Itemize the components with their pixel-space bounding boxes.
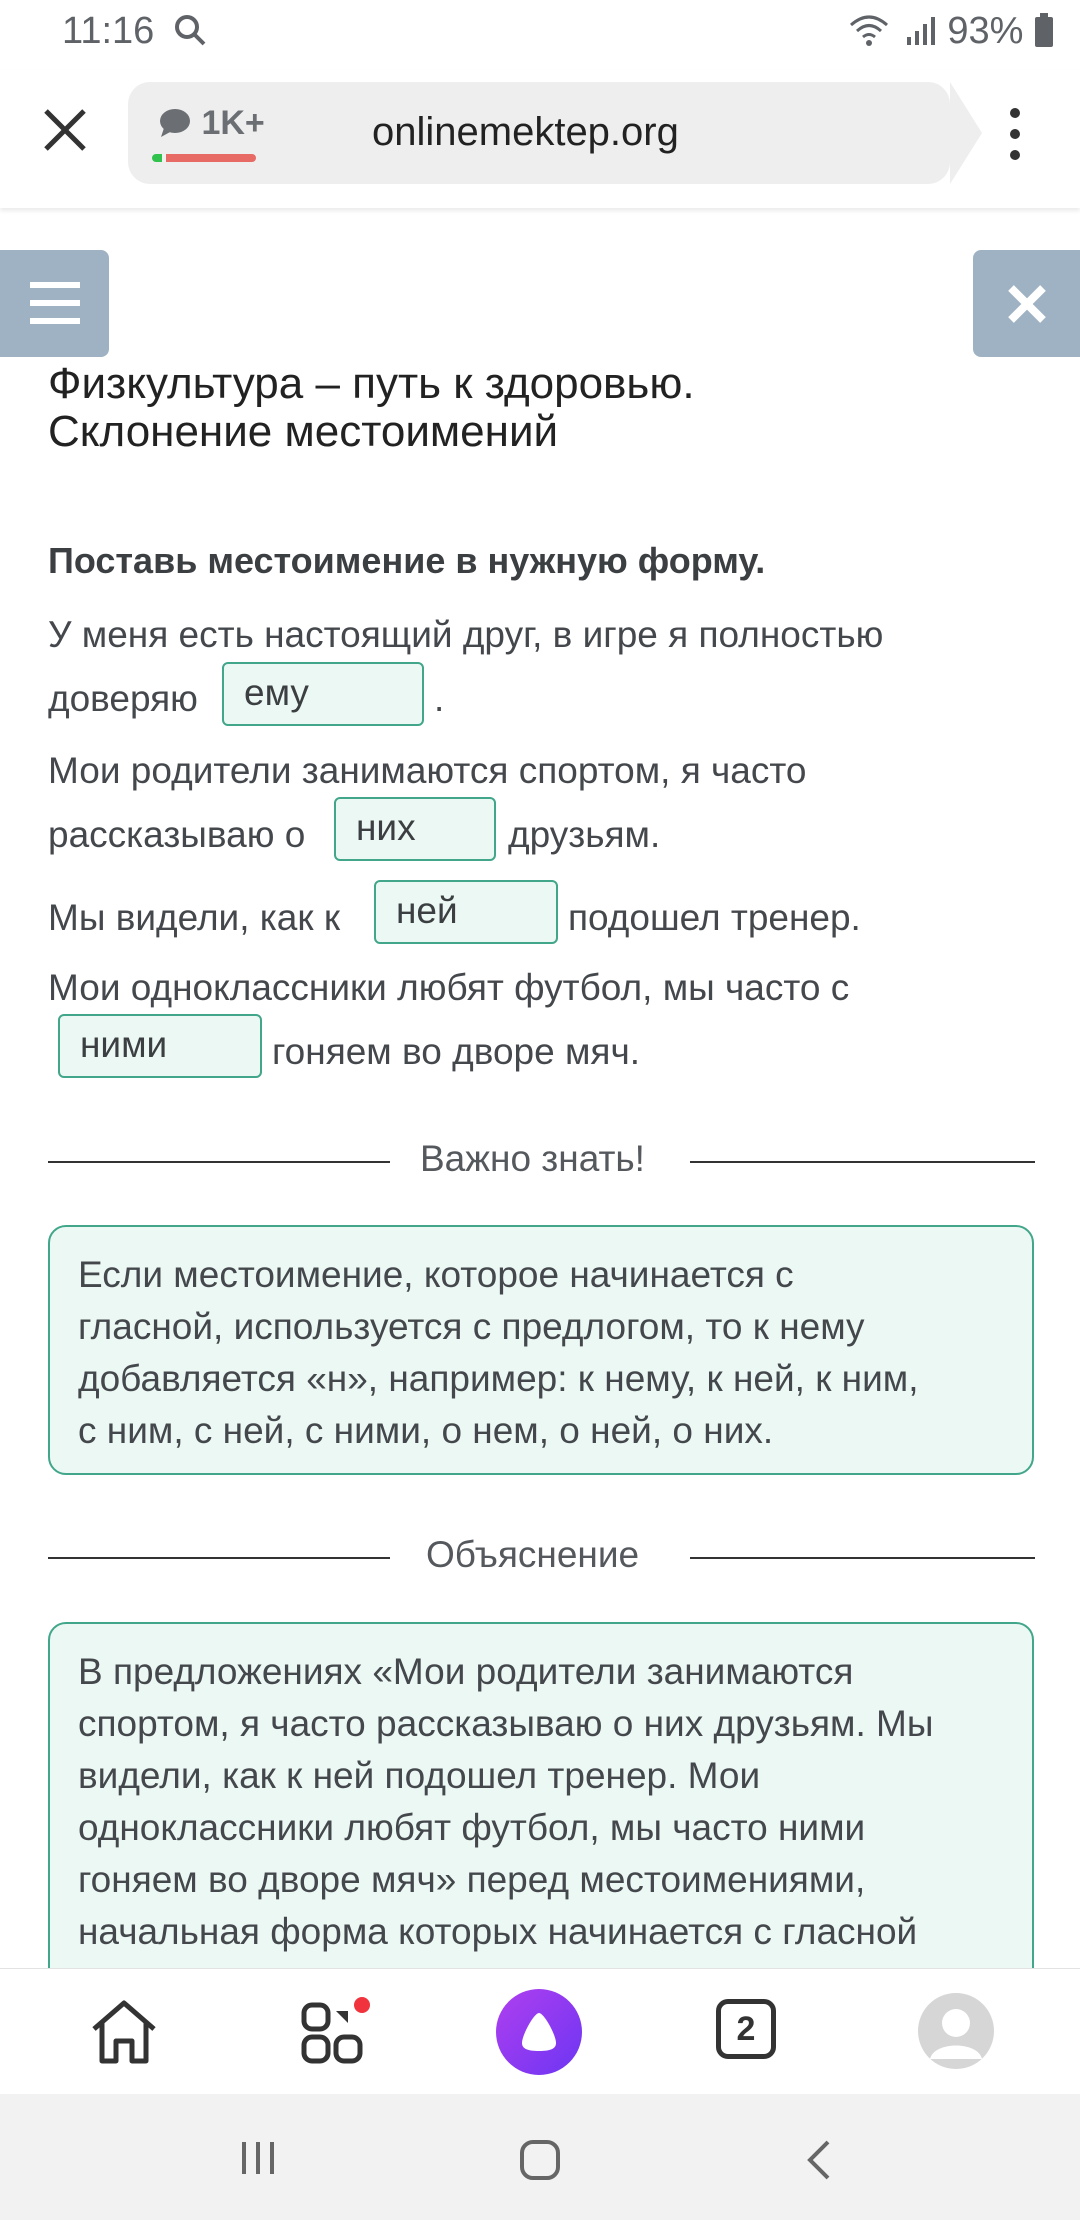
battery-icon [1034,13,1054,47]
important-line: с ним, с ней, с ними, о нем, о ней, о них. [78,1410,774,1451]
important-line: Если местоимение, которое начинается с [78,1254,794,1295]
tabs-count-button[interactable]: 2 [716,1999,776,2059]
explanation-line: одноклассники любят футбол, мы часто ними [78,1807,866,1848]
important-heading: Важно знать! [420,1138,645,1179]
sentence-1-suffix: . [434,678,445,719]
hamburger-icon [0,250,109,357]
close-icon[interactable] [40,105,90,155]
comments-rating-bar [152,154,256,162]
task-instruction: Поставь местоимение в нужную форму. [48,540,766,581]
explanation-line: начальная форма которых начинается с гласной [78,1911,918,1952]
back-icon[interactable] [804,2138,834,2182]
signal-icon [905,15,937,47]
sentence-1-line-1: У меня есть настоящий друг, в игре я полностью [48,614,884,655]
system-navigation-bar [0,2094,1080,2220]
divider-line [48,1161,390,1163]
explanation-line: видели, как к ней подошел тренер. Мои [78,1755,761,1796]
browser-bottom-nav [0,1968,1080,2095]
explanation-heading: Объяснение [426,1534,640,1575]
alice-assistant-icon[interactable] [496,1989,582,2075]
sentence-1-line-2-prefix: доверяю [48,678,198,719]
profile-avatar-icon[interactable] [918,1993,994,2069]
sentence-4-line-1: Мои одноклассники любят футбол, мы часто с [48,967,850,1008]
comments-button[interactable] [158,104,265,143]
explanation-line: спортом, я часто рассказываю о них друзьям. Мы [78,1703,934,1744]
explanation-line: В предложениях «Мои родители занимаются [78,1651,854,1692]
explanation-line: гоняем во дворе мяч» перед местоимениями, [78,1859,866,1900]
status-time [62,10,207,53]
answer-field-3[interactable]: ней [374,880,558,944]
divider-line [690,1161,1035,1163]
sentence-3-prefix: Мы видели, как к [48,897,341,938]
title-line-1: Физкультура – путь к здоровью. [48,359,695,408]
close-lesson-button[interactable] [973,250,1080,357]
home-icon[interactable] [88,1997,160,2067]
status-icons [848,10,1054,53]
lesson-title [48,360,1028,456]
important-line: добавляется «н», например: к нему, к ней, к ним, [78,1358,919,1399]
answer-field-2[interactable]: них [334,797,496,861]
battery-text: 93% [947,10,1024,52]
sentence-2-suffix: друзьям. [508,814,661,855]
home-nav-icon[interactable] [518,2138,562,2182]
sentence-3-suffix: подошел тренер. [568,897,861,938]
answer-field-4[interactable]: ними [58,1014,262,1078]
sentence-2-line-1: Мои родители занимаются спортом, я часто [48,750,807,791]
divider-line [690,1557,1035,1559]
comments-count: 1K+ [201,104,265,142]
sentence-4-suffix: гоняем во дворе мяч. [272,1031,640,1072]
title-line-2: Склонение местоимений [48,407,559,456]
more-vert-icon[interactable] [1000,104,1030,164]
close-icon [973,250,1080,357]
recent-apps-icon[interactable] [238,2138,278,2178]
wifi-icon [848,13,890,47]
explanation-box [48,1622,1034,2022]
services-grid-icon[interactable] [300,1995,372,2067]
time-text: 11:16 [62,10,155,52]
search-icon [173,13,207,47]
lesson-menu-button[interactable] [0,250,109,357]
divider-line [48,1557,390,1559]
important-box [48,1225,1034,1475]
important-line: гласной, используется с предлогом, то к нему [78,1306,865,1347]
url-text[interactable]: onlinemektep.org [372,110,679,154]
answer-field-1[interactable]: ему [222,662,424,726]
comment-bubble-icon [158,108,192,138]
sentence-2-line-2-prefix: рассказываю о [48,814,306,855]
